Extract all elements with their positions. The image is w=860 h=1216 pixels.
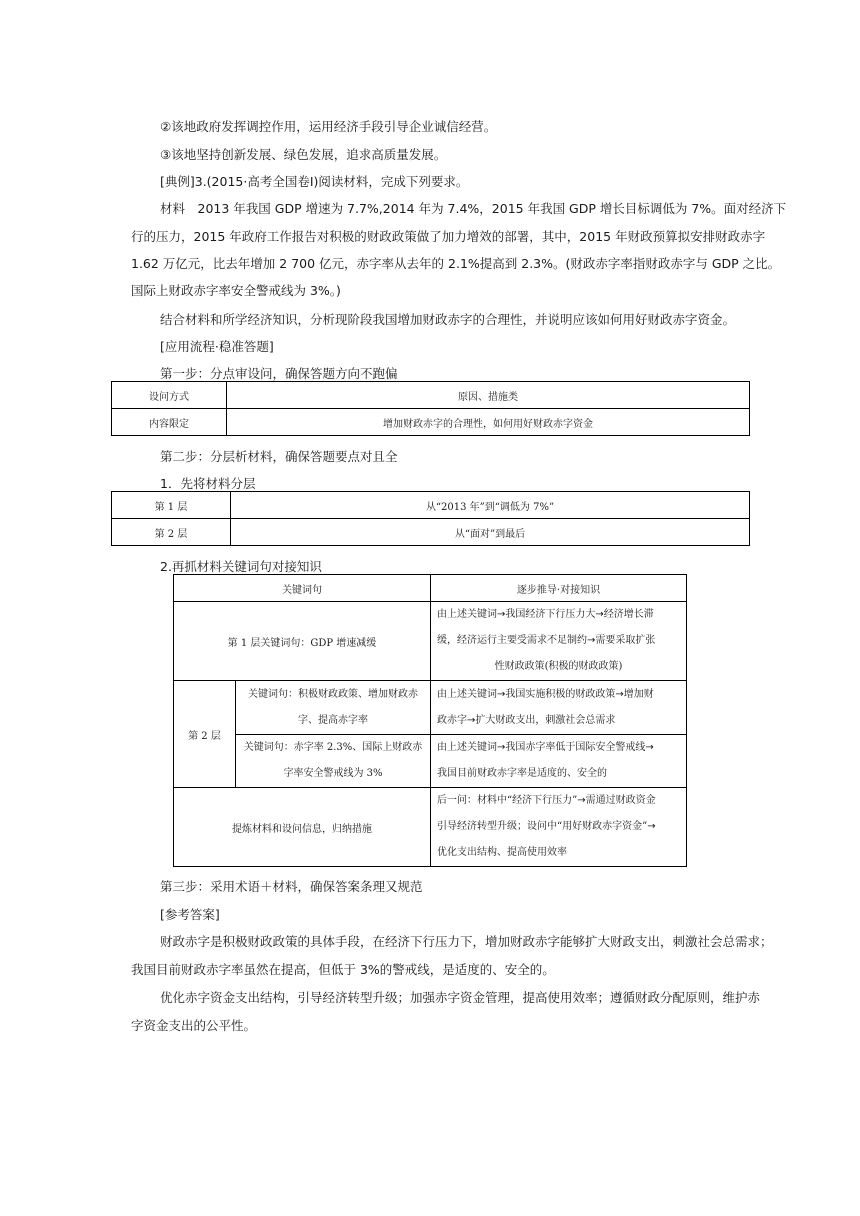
cell-text: 性财政政策(积极的财政政策) bbox=[494, 661, 623, 672]
arrow-icon: → bbox=[645, 742, 654, 753]
cell-text: 增加财 bbox=[623, 688, 654, 700]
step-two-heading: 第二步：分层析材料，确保答题要点对且全 bbox=[160, 449, 398, 464]
arrow-icon: → bbox=[497, 609, 506, 620]
section-heading: [应用流程·稳准答题] bbox=[160, 339, 274, 354]
sub-heading: 1．先将材料分层 bbox=[160, 476, 256, 491]
table-cell: 第 2 层 bbox=[174, 681, 236, 788]
cell-text: 字、提高赤字率 bbox=[298, 714, 368, 726]
cell-text: 扩大财政支出，刺激社会总需求 bbox=[475, 714, 616, 726]
step-three-heading: 第三步：采用术语＋材料，确保答案条理又规范 bbox=[160, 879, 423, 894]
table-cell: 第 1 层关键词句：GDP 增速减缓 bbox=[174, 602, 431, 681]
table-cell bbox=[431, 788, 687, 867]
cell-text: 我国经济下行压力大 bbox=[505, 609, 596, 620]
step-one-heading: 第一步：分点审设问，确保答题方向不跑偏 bbox=[160, 366, 398, 381]
cell-text: 由上述关键词 bbox=[437, 688, 497, 700]
cell-text: 我国实施积极的财政政策 bbox=[505, 688, 616, 700]
material-line: 行的压力，2015 年政府工作报告对积极的财政政策做了加力增效的部署，其中，2015 年财政预算拟安排财政赤字 bbox=[131, 229, 766, 244]
question-line: 结合材料和所学经济知识，分析现阶段我国增加财政赤字的合理性，并说明应该如何用好财政赤字资金。 bbox=[160, 312, 736, 327]
cell-text: 缓，经济运行主要受需求不足制约 bbox=[437, 635, 587, 646]
answer-line: 财政赤字是积极财政政策的具体手段，在经济下行压力下，增加财政赤字能够扩大财政支出，刺激社会总需求； bbox=[160, 934, 773, 949]
answer-line: 字资金支出的公平性。 bbox=[131, 1018, 257, 1033]
table-header-cell: 关键词句 bbox=[174, 575, 431, 602]
sub-heading: 2.再抓材料关键词句对接知识 bbox=[160, 559, 322, 574]
cell-text: 政赤字 bbox=[437, 714, 467, 726]
table-cell bbox=[431, 681, 687, 735]
cell-text: 关键词句：赤字率 2.3%、国际上财政赤 bbox=[243, 742, 423, 753]
arrow-icon: → bbox=[647, 821, 656, 832]
table-cell: 从“面对”到最后 bbox=[231, 519, 750, 546]
paragraph-line: ②该地政府发挥调控作用，运用经济手段引导企业诚信经营。 bbox=[160, 119, 497, 134]
table-cell: 从“2013 年”到“调低为 7%” bbox=[231, 492, 750, 519]
cell-text: 我国目前财政赤字率是适度的、安全的 bbox=[437, 768, 607, 779]
answer-line: 优化赤字资金支出结构，引导经济转型升级；加强赤字资金管理，提高使用效率；遵循财政分配原则，维护赤 bbox=[160, 990, 761, 1005]
material-line: 国际上财政赤字率安全警戒线为 3%。) bbox=[131, 283, 341, 298]
table-cell bbox=[236, 681, 431, 735]
table-cell: 增加财政赤字的合理性，如何用好财政赤字资金 bbox=[227, 409, 750, 436]
table-cell bbox=[431, 735, 687, 788]
section-heading: [参考答案] bbox=[160, 907, 220, 922]
arrow-icon: → bbox=[587, 635, 596, 646]
table-cell: 第 2 层 bbox=[112, 519, 231, 546]
cell-text: 我国赤字率低于国际安全警戒线 bbox=[505, 742, 646, 753]
keyword-knowledge-table bbox=[173, 574, 687, 867]
table-header-cell: 逐步推导·对接知识 bbox=[431, 575, 687, 602]
cell-text: 由上述关键词 bbox=[437, 609, 497, 620]
cell-text: 经济增长滞 bbox=[603, 609, 654, 620]
cell-text: 由上述关键词 bbox=[437, 742, 497, 753]
arrow-icon: → bbox=[615, 688, 624, 700]
cell-text: 字率安全警戒线为 3% bbox=[283, 768, 383, 779]
arrow-icon: → bbox=[577, 795, 586, 806]
cell-text: 后一问：材料中“经济下行压力” bbox=[437, 795, 578, 806]
paragraph-line: ③该地坚持创新发展、绿色发展，追求高质量发展。 bbox=[160, 147, 447, 162]
material-layers-table bbox=[111, 491, 750, 546]
table-cell bbox=[236, 735, 431, 788]
table-cell: 原因、措施类 bbox=[227, 382, 750, 409]
table-cell bbox=[431, 602, 687, 681]
material-line: 1.62 万亿元，比去年增加 2 700 亿元，赤字率从去年的 2.1%提高到 2.3%。(财政赤字率指财政赤字与 GDP 之比。 bbox=[131, 256, 781, 271]
cell-text: 需通过财政资金 bbox=[585, 795, 656, 806]
arrow-icon: → bbox=[595, 609, 604, 620]
example-heading: [典例]3.(2015·高考全国卷Ⅰ)阅读材料，完成下列要求。 bbox=[160, 174, 469, 189]
question-analysis-table bbox=[111, 381, 750, 436]
cell-text: 优化支出结构、提高使用效率 bbox=[437, 847, 567, 858]
arrow-icon: → bbox=[497, 742, 506, 753]
material-line: 材料 2013 年我国 GDP 增速为 7.7%,2014 年为 7.4%，2015 年我国 GDP 增长目标调低为 7%。面对经济下 bbox=[160, 201, 787, 216]
table-cell: 设问方式 bbox=[112, 382, 227, 409]
arrow-icon: → bbox=[467, 714, 476, 726]
cell-text: 引导经济转型升级；设问中“用好财政赤字资金” bbox=[437, 821, 648, 832]
cell-text: 关键词句：积极财政政策、增加财政赤 bbox=[248, 688, 418, 700]
table-cell: 第 1 层 bbox=[112, 492, 231, 519]
cell-text: 需要采取扩张 bbox=[595, 635, 656, 646]
table-cell: 提炼材料和设问信息，归纳措施 bbox=[174, 788, 431, 867]
table-cell: 内容限定 bbox=[112, 409, 227, 436]
arrow-icon: → bbox=[497, 688, 506, 700]
answer-line: 我国目前财政赤字率虽然在提高，但低于 3%的警戒线，是适度的、安全的。 bbox=[131, 962, 555, 977]
